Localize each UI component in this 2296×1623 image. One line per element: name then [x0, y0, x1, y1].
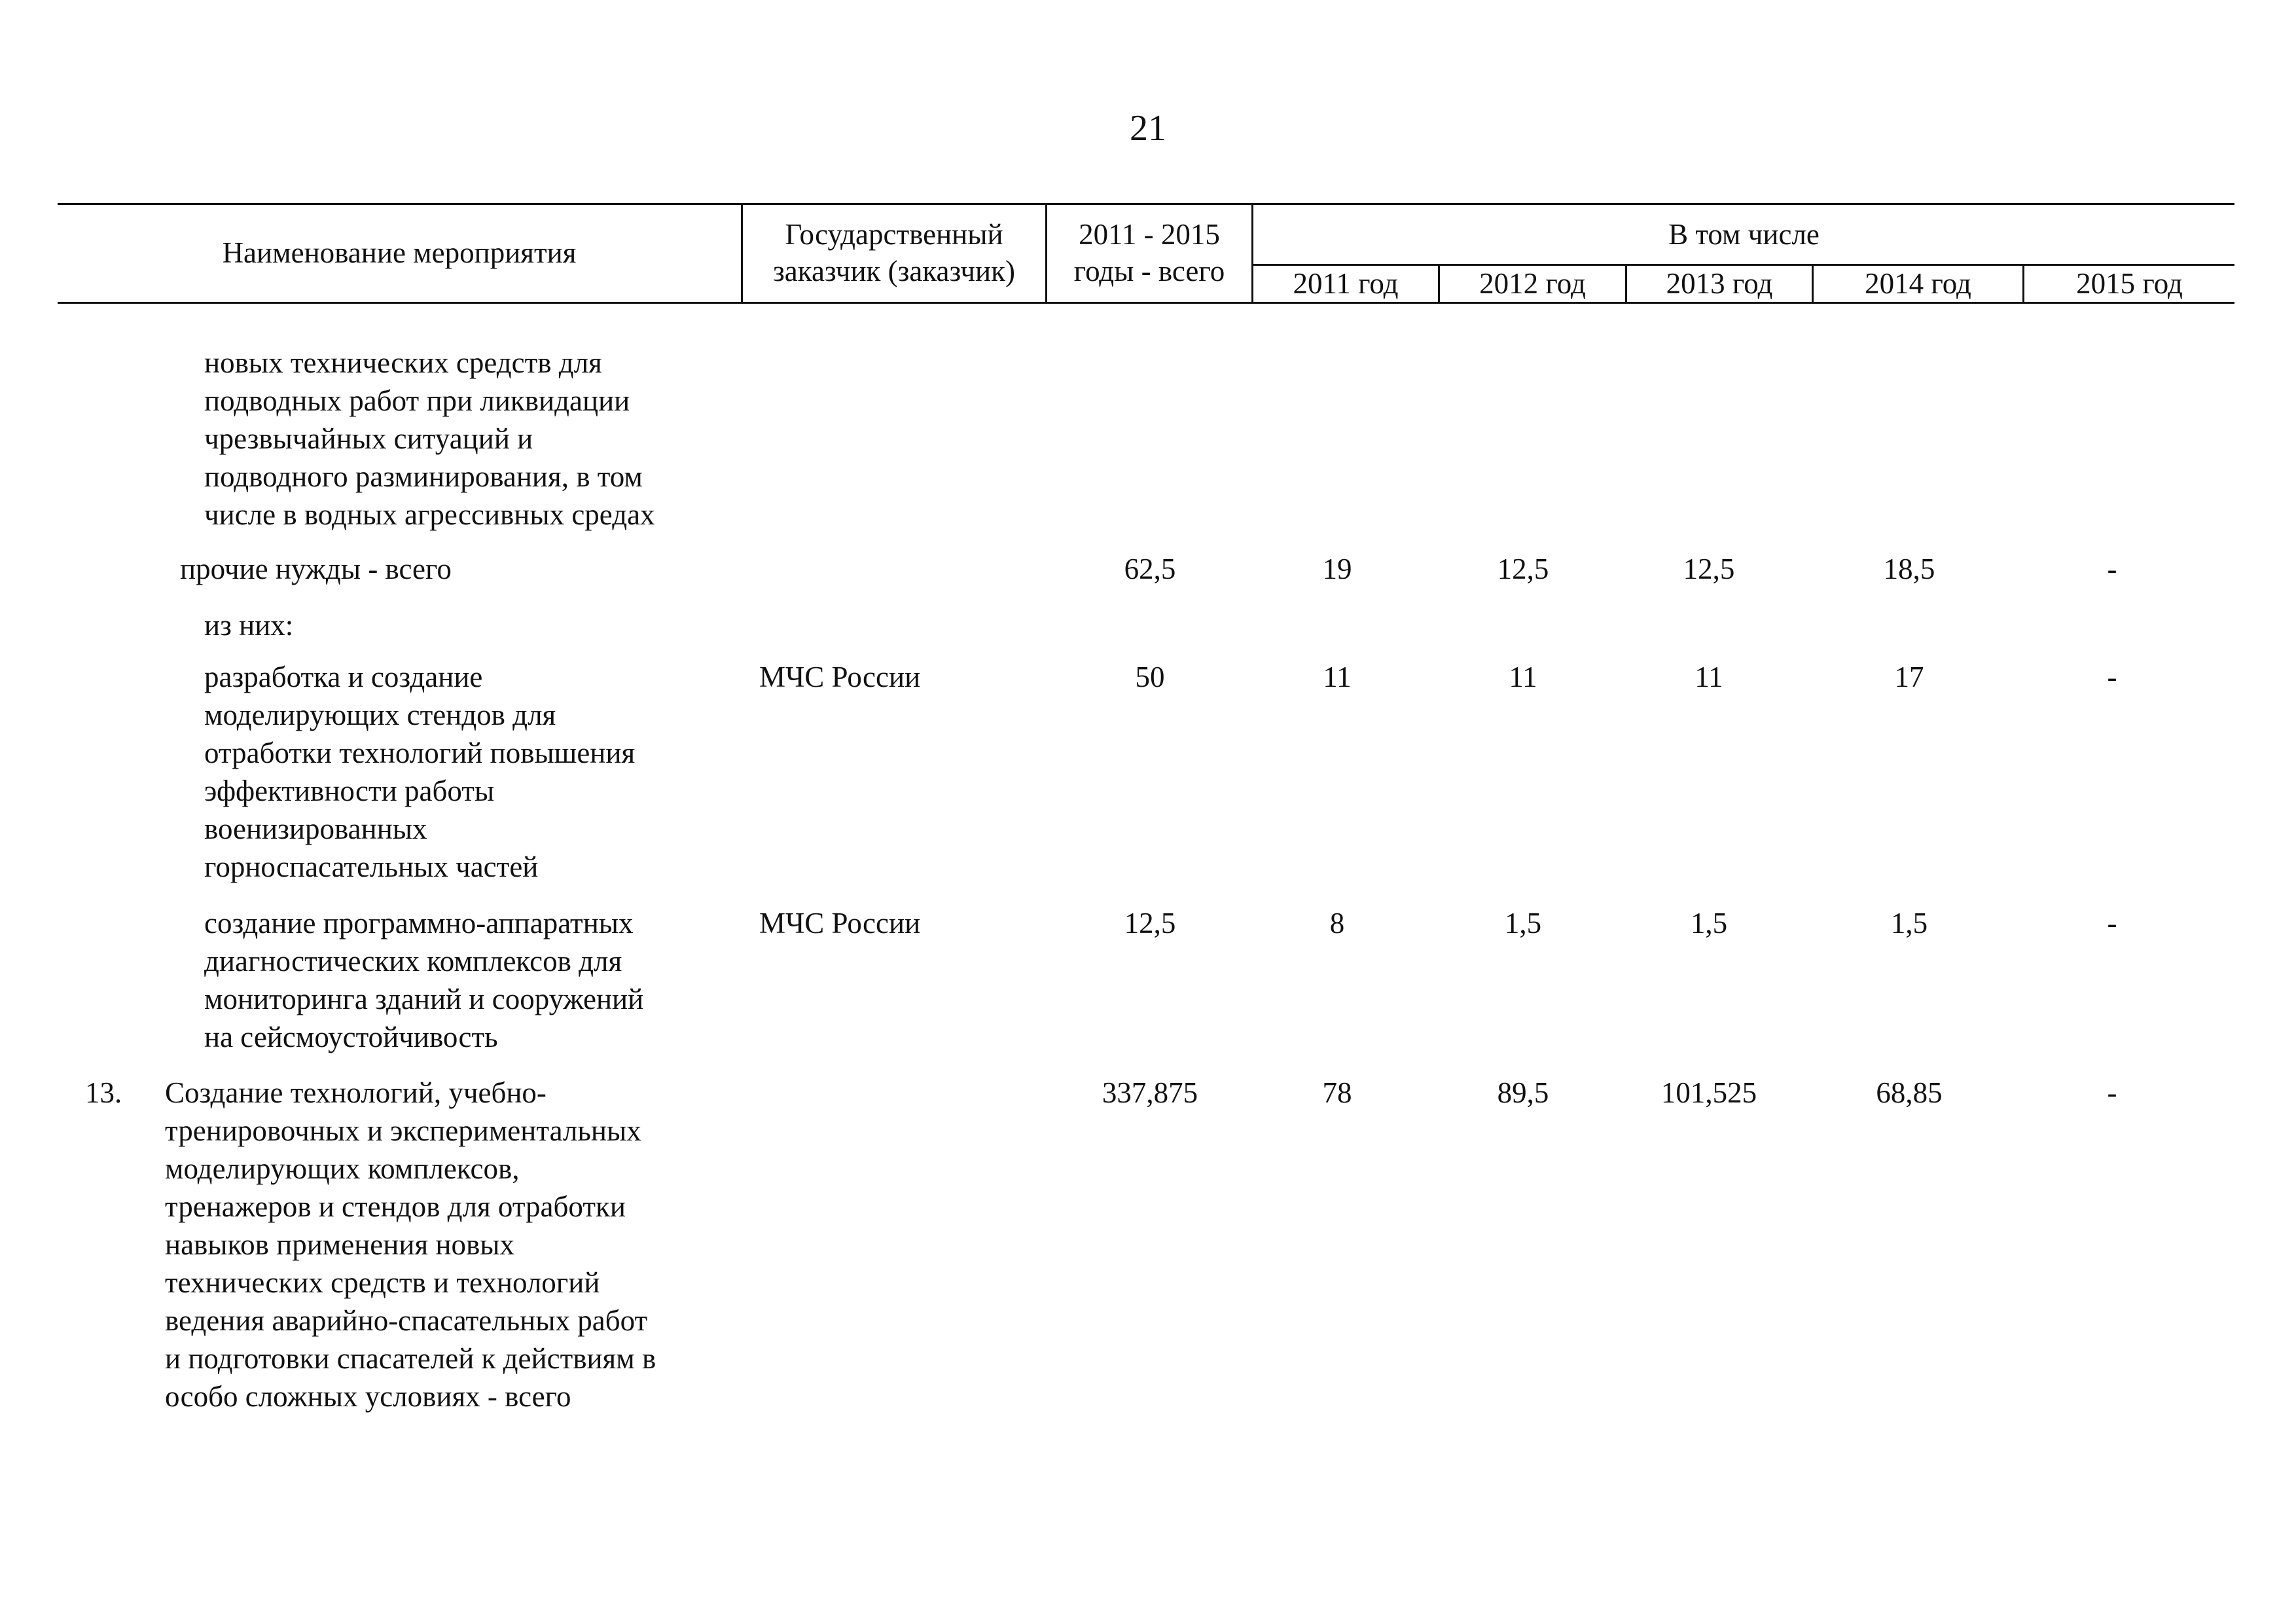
row-name: разработка и создание моделирующих стендов для отработки технологий повышения эффективности работы военизированных горноспасательных частей: [204, 661, 636, 883]
header-top-rule: [58, 203, 2234, 205]
row-2012: 11: [1509, 661, 1537, 693]
header-year-2015: 2015 год: [2076, 267, 2183, 300]
row-total: 12,5: [1124, 907, 1176, 939]
row-2011: 11: [1323, 661, 1352, 693]
row-2015: -: [2107, 661, 2117, 693]
header-year-2011: 2011 год: [1293, 267, 1399, 300]
row-2013: 11: [1695, 661, 1723, 693]
row-2014: 18,5: [1883, 553, 1935, 585]
row-2013: 101,525: [1660, 1076, 1757, 1109]
row-2014: 17: [1894, 661, 1924, 693]
row-2012: 1,5: [1504, 907, 1542, 939]
row-2014: 1,5: [1890, 907, 1928, 939]
row-name: новых технических средств для подводных работ при ликвидации чрезвычайных ситуаций и подводного разминирования, в том числе в водных агрессивных средах: [204, 346, 655, 531]
header-customer: Государственный заказчик (заказчик): [773, 218, 1015, 287]
row-2015: -: [2107, 553, 2117, 585]
row-2012: 89,5: [1497, 1076, 1549, 1109]
row-2011: 8: [1329, 907, 1345, 939]
header-name: Наименование мероприятия: [222, 236, 577, 269]
row-customer: МЧС России: [759, 661, 921, 693]
header-year-2012: 2012 год: [1479, 267, 1586, 300]
header-year-2013: 2013 год: [1666, 267, 1773, 300]
row-2015: -: [2107, 1076, 2117, 1109]
row-2011: 78: [1322, 1076, 1352, 1109]
row-total: 337,875: [1102, 1076, 1198, 1109]
row-2013: 1,5: [1690, 907, 1728, 939]
row-name: создание программно-аппаратных диагностических комплексов для мониторинга зданий и сооружений на сейсмоустойчивость: [204, 907, 644, 1053]
row-2013: 12,5: [1683, 553, 1735, 585]
row-total: 50: [1135, 661, 1165, 693]
header-year-2014: 2014 год: [1865, 267, 1971, 300]
header-bottom-rule: [58, 302, 2234, 304]
row-total: 62,5: [1124, 553, 1176, 585]
row-name: из них:: [204, 609, 294, 642]
row-2012: 12,5: [1497, 553, 1549, 585]
row-name: Создание технологий, учебно- тренировочных и экспериментальных моделирующих комплексов, тренажеров и стендов для отработки навыков применения новых технических средств и технологий ведения аварийно-спасательных работ и подготовки спасателей к действиям в особо сложных условиях - всего: [165, 1076, 656, 1413]
row-name: прочие нужды - всего: [180, 553, 452, 585]
page-number: 21: [1130, 108, 1166, 149]
row-number: 13.: [85, 1076, 122, 1109]
row-2015: -: [2107, 907, 2117, 939]
row-2014: 68,85: [1876, 1076, 1943, 1109]
header-including: В том числе: [1668, 218, 1820, 251]
header-total: 2011 - 2015 годы - всего: [1073, 218, 1225, 287]
row-2011: 19: [1322, 553, 1352, 585]
row-customer: МЧС России: [759, 907, 921, 939]
